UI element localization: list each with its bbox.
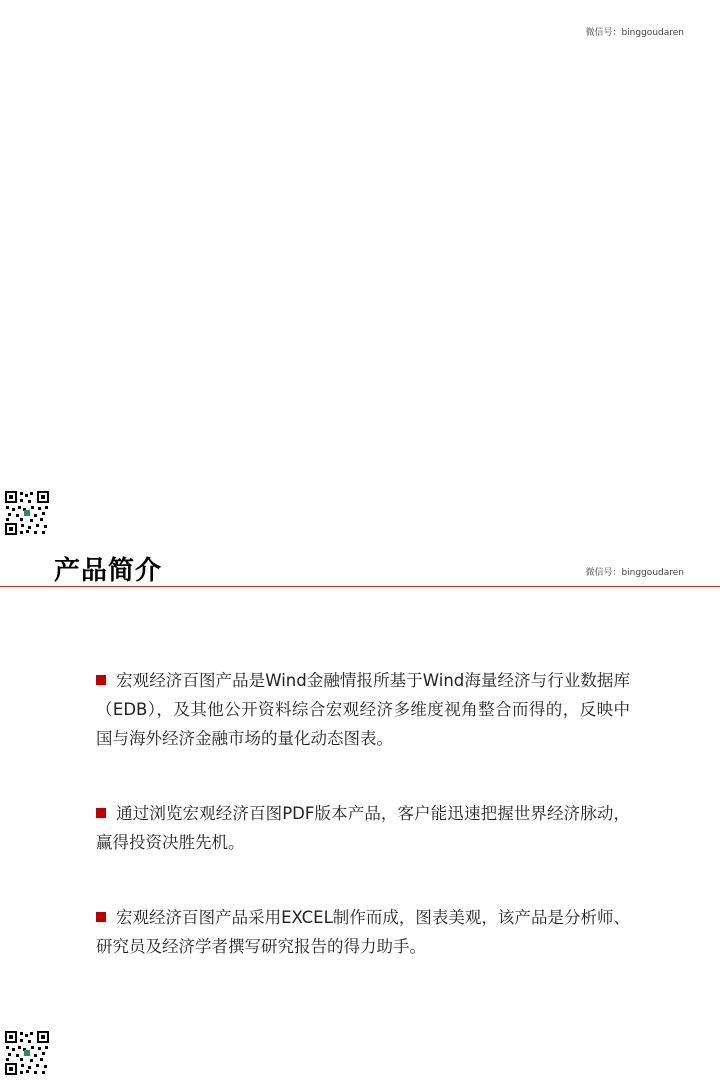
bullet-item: [96, 903, 630, 961]
qr-code-icon: [4, 490, 50, 536]
square-bullet-icon: [96, 912, 106, 922]
bullet-item: [96, 666, 630, 753]
qr-code-icon: [4, 1030, 50, 1076]
watermark-header: 微信号：binggoudaren: [585, 568, 684, 578]
bullet-text: 宏观经济百图产品是Wind金融情报所基于Wind海量经济与行业数据库（EDB），及其他公开资料综合宏观经济多维度视角整合而得的，反映中国与海外经济金融市场的量化动态图表。: [96, 671, 630, 748]
watermark-top: 微信号：binggoudaren: [585, 28, 684, 38]
bullet-list: [96, 666, 630, 1007]
bullet-item: [96, 799, 630, 857]
bullet-text: 通过浏览宏观经济百图PDF版本产品，客户能迅速把握世界经济脉动，赢得投资决胜先机。: [96, 804, 630, 852]
square-bullet-icon: [96, 675, 106, 685]
page-title: 产品简介: [54, 556, 163, 586]
square-bullet-icon: [96, 808, 106, 818]
header-divider: [0, 586, 720, 587]
bullet-text: 宏观经济百图产品采用EXCEL制作而成，图表美观，该产品是分析师、研究员及经济学者撰写研究报告的得力助手。: [96, 908, 630, 956]
